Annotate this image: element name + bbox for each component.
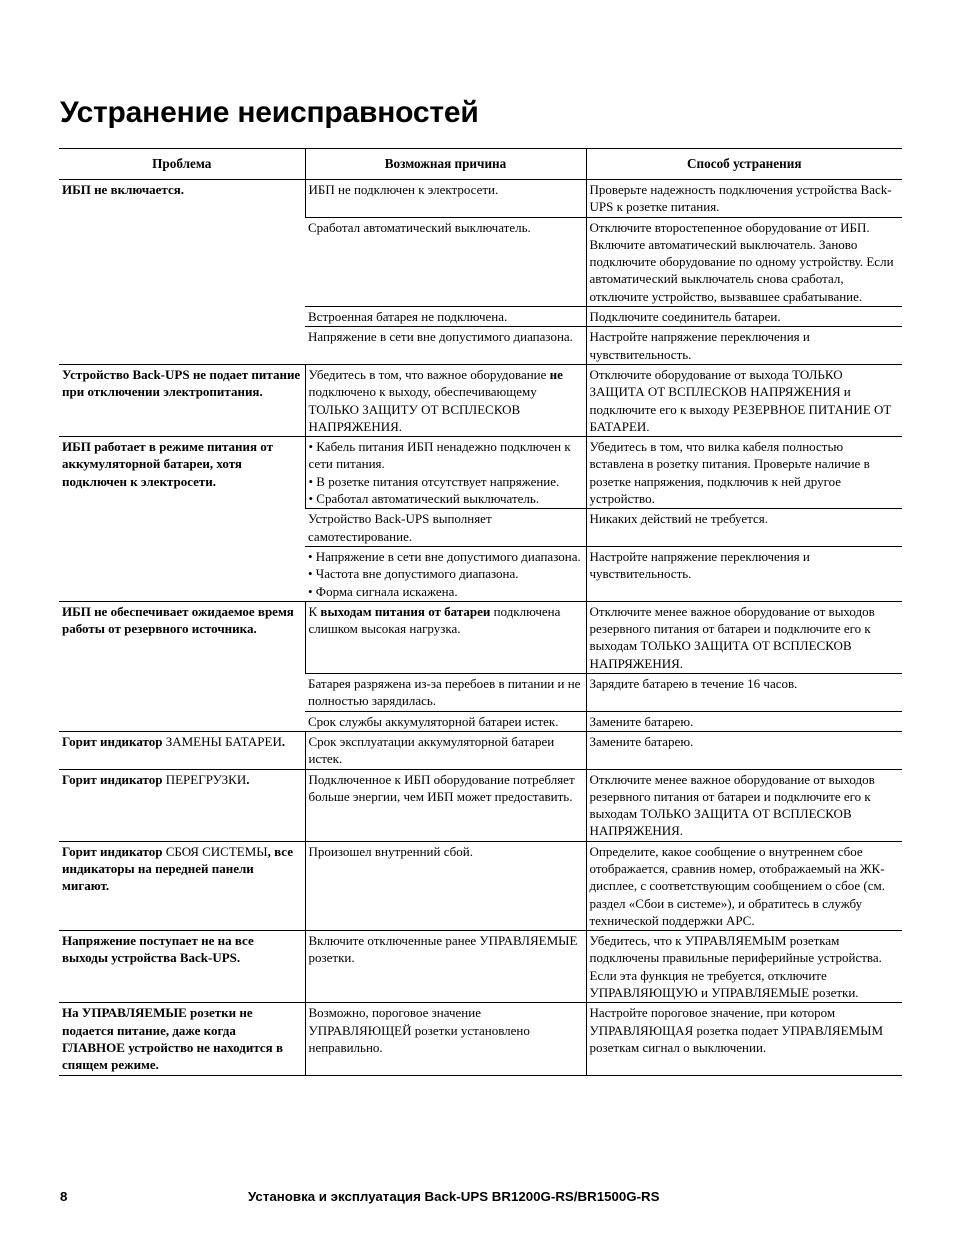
- header-solution: Способ устранения: [586, 149, 902, 180]
- cause-bullet: • Напряжение в сети вне допустимого диапазона.: [308, 548, 581, 564]
- table-row: [59, 437, 902, 509]
- cause-cell: ИБП не подключен к электросети.: [305, 180, 586, 218]
- cause-bullet: • Частота вне допустимого диапазона.: [308, 566, 519, 582]
- solution-cell: Замените батарею.: [586, 711, 902, 731]
- problem-text: , все индикаторы на передней панели мигают.: [62, 843, 294, 894]
- problem-cell: Устройство Back-UPS не подает питание при отключении электропитания.: [59, 364, 305, 436]
- solution-cell: Отключите менее важное оборудование от выходов резервного питания от батареи и подключите его к выходам ТОЛЬКО ЗАЩИТА ОТ ВСПЛЕСКОВ НАПРЯЖЕНИЯ.: [586, 769, 902, 841]
- problem-text: .: [246, 771, 250, 787]
- table-row: [59, 769, 902, 841]
- cause-bullet: • Кабель питания ИБП ненадежно подключен к сети питания.: [308, 439, 571, 472]
- solution-cell: Никаких действий не требуется.: [586, 509, 902, 547]
- cause-cell: Возможно, пороговое значение УПРАВЛЯЮЩЕЙ розетки установлено неправильно.: [305, 1003, 586, 1075]
- cause-cell: [305, 546, 586, 601]
- table-row: [59, 731, 902, 769]
- problem-cell: На УПРАВЛЯЕМЫЕ розетки не подается питание, даже когда ГЛАВНОЕ устройство не находится в спящем режиме.: [59, 1003, 305, 1075]
- problem-cell: [59, 731, 305, 769]
- cause-text: подключено к выходу, обеспечивающему ТОЛЬКО ЗАЩИТУ ОТ ВСПЛЕСКОВ НАПРЯЖЕНИЯ.: [308, 384, 537, 434]
- page-title: Устранение неисправностей: [60, 96, 479, 129]
- header-cause: Возможная причина: [305, 149, 586, 180]
- table-row: [59, 180, 902, 218]
- header-problem: Проблема: [59, 149, 305, 180]
- table-header-row: [59, 149, 902, 180]
- table-row: [59, 601, 902, 673]
- solution-cell: Отключите второстепенное оборудование от ИБП. Включите автоматический выключатель. Заново подключите оборудование по одному устройству. Если автоматический выключатель снова сработал, отключите устройство, вызвавшее срабатывание.: [586, 217, 902, 306]
- problem-cell: ИБП работает в режиме питания от аккумуляторной батареи, хотя подключен к электросети.: [59, 437, 305, 602]
- troubleshooting-table: [59, 148, 902, 1076]
- cause-cell: Встроенная батарея не подключена.: [305, 307, 586, 327]
- cause-emphasis: не: [549, 366, 563, 382]
- problem-cell: Напряжение поступает не на все выходы устройства Back-UPS.: [59, 931, 305, 1003]
- cause-cell: Подключенное к ИБП оборудование потребляет больше энергии, чем ИБП может предоставить.: [305, 769, 586, 841]
- solution-cell: Настройте напряжение переключения и чувствительность.: [586, 327, 902, 365]
- solution-cell: Отключите оборудование от выхода ТОЛЬКО ЗАЩИТА ОТ ВСПЛЕСКОВ НАПРЯЖЕНИЯ и подключите его к выходу РЕЗЕРВНОЕ ПИТАНИЕ ОТ БАТАРЕИ.: [586, 364, 902, 436]
- cause-bullet: • В розетке питания отсутствует напряжение.: [308, 473, 560, 489]
- problem-text: Горит индикатор: [62, 733, 166, 749]
- cause-cell: Батарея разряжена из-за перебоев в питании и не полностью зарядилась.: [305, 674, 586, 712]
- solution-cell: Настройте напряжение переключения и чувствительность.: [586, 546, 902, 601]
- cause-cell: Устройство Back-UPS выполняет самотестирование.: [305, 509, 586, 547]
- cause-text: Убедитесь в том, что важное оборудование: [308, 366, 550, 382]
- cause-emphasis: выходам питания от батареи: [320, 603, 491, 619]
- table-row: [59, 931, 902, 1003]
- cause-cell: Произошел внутренний сбой.: [305, 841, 586, 930]
- indicator-name: ЗАМЕНЫ БАТАРЕИ: [165, 733, 282, 749]
- problem-cell: [59, 841, 305, 930]
- solution-cell: Подключите соединитель батареи.: [586, 307, 902, 327]
- table-row: [59, 1003, 902, 1075]
- cause-bullet: • Форма сигнала искажена.: [308, 583, 458, 599]
- problem-cell: ИБП не включается.: [59, 180, 305, 365]
- problem-cell: [59, 769, 305, 841]
- solution-cell: Замените батарею.: [586, 731, 902, 769]
- solution-cell: Определите, какое сообщение о внутреннем сбое отображается, сравнив номер, отображаемый на ЖК-дисплее, с соответствующим сообщением о сбое (см. раздел «Сбои в системе»), и обратитесь в службу технической поддержки APC.: [586, 841, 902, 930]
- table-row: [59, 841, 902, 930]
- indicator-name: ПЕРЕГРУЗКИ: [165, 771, 247, 787]
- footer-title: Установка и эксплуатация Back-UPS BR1200G-RS/BR1500G-RS: [248, 1189, 660, 1204]
- problem-text: Горит индикатор: [62, 843, 166, 859]
- cause-text: К: [308, 603, 321, 619]
- solution-cell: Убедитесь в том, что вилка кабеля полностью вставлена в розетку питания. Проверьте наличие в розетке напряжения, подключив к ней другое устройство.: [586, 437, 902, 509]
- problem-text: Горит индикатор: [62, 771, 166, 787]
- problem-cell: ИБП не обеспечивает ожидаемое время работы от резервного источника.: [59, 601, 305, 731]
- cause-cell: [305, 437, 586, 509]
- indicator-name: СБОЯ СИСТЕМЫ: [165, 843, 268, 859]
- page-number: 8: [60, 1189, 68, 1204]
- solution-cell: Убедитесь, что к УПРАВЛЯЕМЫМ розеткам подключены правильные периферийные устройства. Если эта функция не требуется, отключите УПРАВЛЯЮЩУЮ и УПРАВЛЯЕМЫЕ розетки.: [586, 931, 902, 1003]
- cause-cell: Срок эксплуатации аккумуляторной батареи истек.: [305, 731, 586, 769]
- cause-bullet: • Сработал автоматический выключатель.: [308, 491, 540, 507]
- table-row: [59, 364, 902, 436]
- solution-cell: Настройте пороговое значение, при котором УПРАВЛЯЮЩАЯ розетка подает УПРАВЛЯЕМЫМ розеткам сигнал о выключении.: [586, 1003, 902, 1075]
- cause-cell: Срок службы аккумуляторной батареи истек.: [305, 711, 586, 731]
- solution-cell: Зарядите батарею в течение 16 часов.: [586, 674, 902, 712]
- solution-cell: Отключите менее важное оборудование от выходов резервного питания от батареи и подключите его к выходам ТОЛЬКО ЗАЩИТА ОТ ВСПЛЕСКОВ НАПРЯЖЕНИЯ.: [586, 601, 902, 673]
- cause-cell: Напряжение в сети вне допустимого диапазона.: [305, 327, 586, 365]
- cause-text: подключена слишком высокая нагрузка.: [308, 603, 561, 637]
- cause-cell: Сработал автоматический выключатель.: [305, 217, 586, 306]
- solution-cell: Проверьте надежность подключения устройства Back-UPS к розетке питания.: [586, 180, 902, 218]
- cause-cell: [305, 601, 586, 673]
- cause-cell: Включите отключенные ранее УПРАВЛЯЕМЫЕ розетки.: [305, 931, 586, 1003]
- cause-cell: [305, 364, 586, 436]
- problem-text: .: [281, 733, 286, 749]
